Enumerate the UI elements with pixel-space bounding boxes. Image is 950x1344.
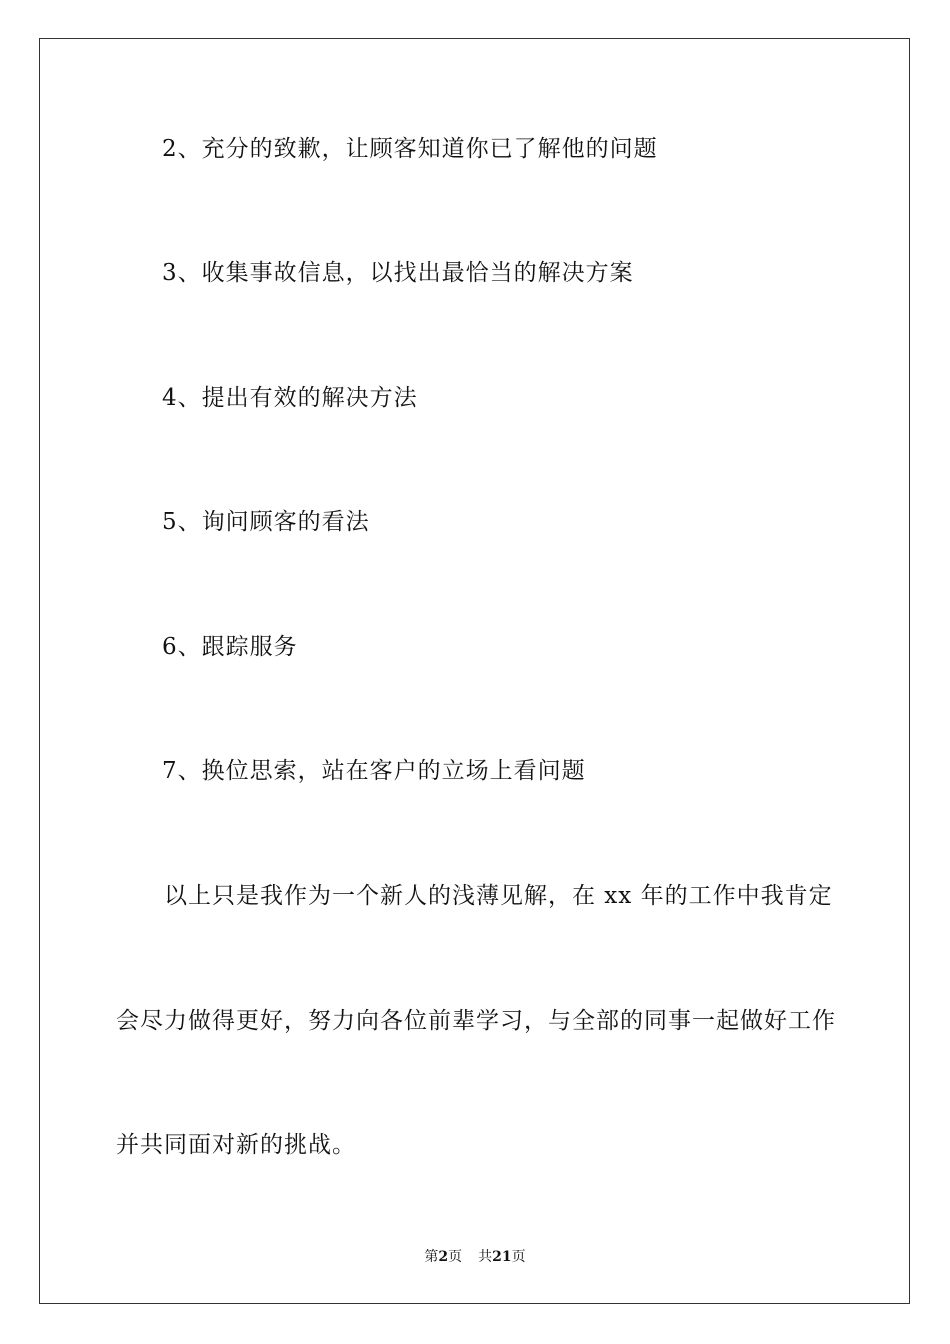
- footer-page-current: 2: [438, 1249, 449, 1265]
- list-item: 2、充分的致歉，让顾客知道你已了解他的问题: [162, 136, 658, 162]
- paragraph-line: 会尽力做得更好，努力向各位前辈学习，与全部的同事一起做好工作: [116, 1008, 836, 1034]
- footer-page-total: 21: [492, 1249, 512, 1265]
- footer-page-suffix: 页: [448, 1249, 463, 1265]
- list-item: 6、跟踪服务: [162, 634, 298, 660]
- list-item: 5、询问顾客的看法: [162, 509, 370, 535]
- footer-total-prefix: 共: [478, 1249, 493, 1265]
- footer-page-prefix: 第: [424, 1249, 439, 1265]
- list-item: 4、提出有效的解决方法: [162, 385, 418, 411]
- paragraph-line: 并共同面对新的挑战。: [116, 1132, 356, 1158]
- list-item: 3、收集事故信息，以找出最恰当的解决方案: [162, 260, 634, 286]
- page-frame: [39, 38, 910, 1304]
- list-item: 7、换位思索，站在客户的立场上看问题: [162, 758, 586, 784]
- footer-total-suffix: 页: [511, 1249, 526, 1265]
- paragraph-line: 以上只是我作为一个新人的浅薄见解，在 xx 年的工作中我肯定: [164, 883, 833, 909]
- page-footer: [0, 1248, 950, 1266]
